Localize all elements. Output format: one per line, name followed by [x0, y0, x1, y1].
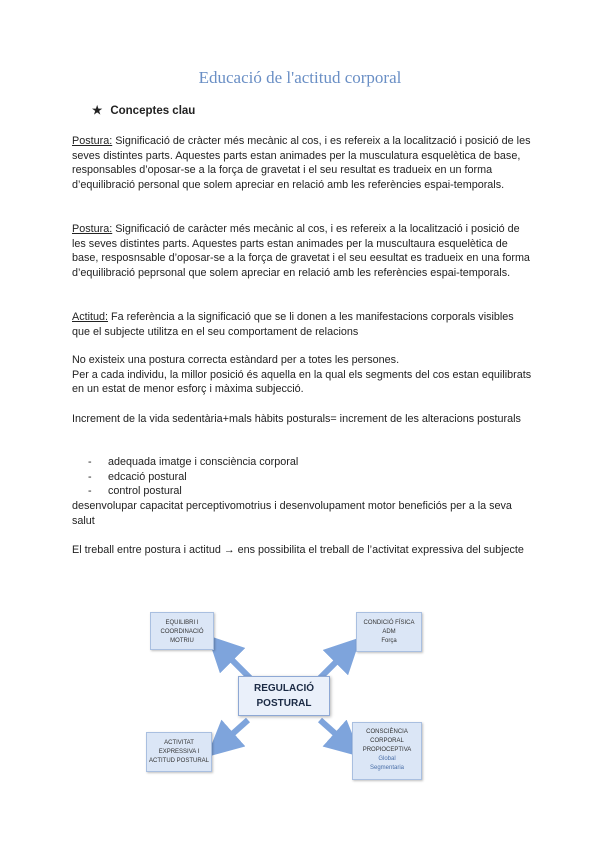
- arrow-top-right: [320, 650, 348, 678]
- box-label: CORPORAL: [370, 738, 404, 744]
- paragraph-desenvolupar: desenvolupar capacitat perceptivomotrius i desenvolupament motor beneficiós per a la seva salut: [72, 500, 512, 527]
- term-postura: Postura:: [72, 223, 113, 235]
- star-icon: ★: [92, 105, 103, 117]
- paragraph-text: Per a cada individu, la millor posició és aquella en la qual els segments del cos estan equilibrats en un estat de menor esforç i màxima subjecció.: [72, 368, 532, 396]
- paragraph-text: Fa referència a la significació que se li donen a les manifestacions corporals visibles que el subjecte utilitza en el seu comportament de relacions: [72, 311, 514, 338]
- dash-list: [88, 455, 298, 499]
- box-label: ACTIVITAT: [164, 740, 194, 746]
- paragraph-text: Significació de cràcter més mecànic al cos, i es refereix a la localització i posició de les seves distintes parts. Aquestes parts estan animades per la musculatura esquelètica de base, responsables d’oposar-se a la força de gravetat i el seu resultat es tradueix en un forma d’equilibració personal que solem apreciar en relació amb les referències espai-temporals.: [72, 135, 531, 191]
- box-label: EQUILIBRI I: [165, 620, 199, 626]
- postural-regulation-diagram: [140, 608, 440, 788]
- box-label: ACTITUD POSTURAL: [148, 758, 209, 764]
- paragraph-text: Significació de caràcter més mecànic al cos, i es refereix a la localització i posició de les seves distintes parts. Aquestes parts estan animades per la muscultaura esquelètica de base, resposnsable d’oposar-se a la força de gravetat i el seu eesultat es tradueix en una forma d’equilibració peprsonal que solem apreciar en relació amb les referències espai-temporals.: [72, 223, 530, 279]
- box-label: Força: [381, 638, 397, 644]
- box-label: COORDINACIÓ: [160, 629, 204, 635]
- box-label: ADM: [382, 629, 396, 635]
- arrow-top-left: [220, 648, 250, 678]
- box-equilibri-coordinacio: [150, 612, 214, 650]
- box-label: CONDICIÓ FÍSICA: [363, 620, 415, 626]
- term-postura: Postura:: [72, 135, 113, 147]
- box-label: PROPIOCEPTIVA: [362, 747, 412, 753]
- list-item: - control postural: [88, 484, 298, 499]
- box-regulacio-postural: [238, 676, 330, 716]
- list-item: - adequada imatge i consciència corporal: [88, 455, 298, 470]
- document-title: Educació de l'actitud corporal: [198, 68, 402, 87]
- paragraph-postura-1: [72, 134, 532, 192]
- paragraph-no-existeix: [72, 353, 532, 397]
- box-label: CONSCIÈNCIA: [366, 729, 408, 735]
- box-label: Global: [378, 756, 396, 762]
- term-actitud: Actitud:: [72, 311, 109, 323]
- arrow-bottom-right: [320, 720, 348, 745]
- paragraph-text: No existeix una postura correcta estàndard per a totes les persones.: [72, 354, 400, 366]
- arrow-bottom-left: [220, 720, 248, 745]
- box-consciencia-corporal: [352, 722, 422, 780]
- center-label: POSTURAL: [256, 698, 312, 709]
- paragraph-postura-2: [72, 222, 532, 280]
- paragraph-actitud: [72, 310, 532, 339]
- section-heading-label: Conceptes clau: [110, 105, 196, 117]
- center-label: REGULACIÓ: [254, 683, 314, 694]
- box-label: MOTRIU: [170, 638, 194, 644]
- box-label: EXPRESSIVA I: [158, 749, 200, 755]
- paragraph-treball: El treball entre postura i actitud → ens possibilita el treball de l’activitat expressiva del subjecte: [72, 544, 524, 556]
- list-item: - edcació postural: [88, 470, 298, 485]
- box-activitat-expressiva: [146, 732, 212, 772]
- box-condicio-fisica: [356, 612, 422, 652]
- section-heading: [92, 103, 195, 117]
- paragraph-increment: Increment de la vida sedentària+mals hàbits posturals= increment de les alteracions posturals: [72, 413, 521, 425]
- box-label: Segmentaria: [369, 765, 405, 771]
